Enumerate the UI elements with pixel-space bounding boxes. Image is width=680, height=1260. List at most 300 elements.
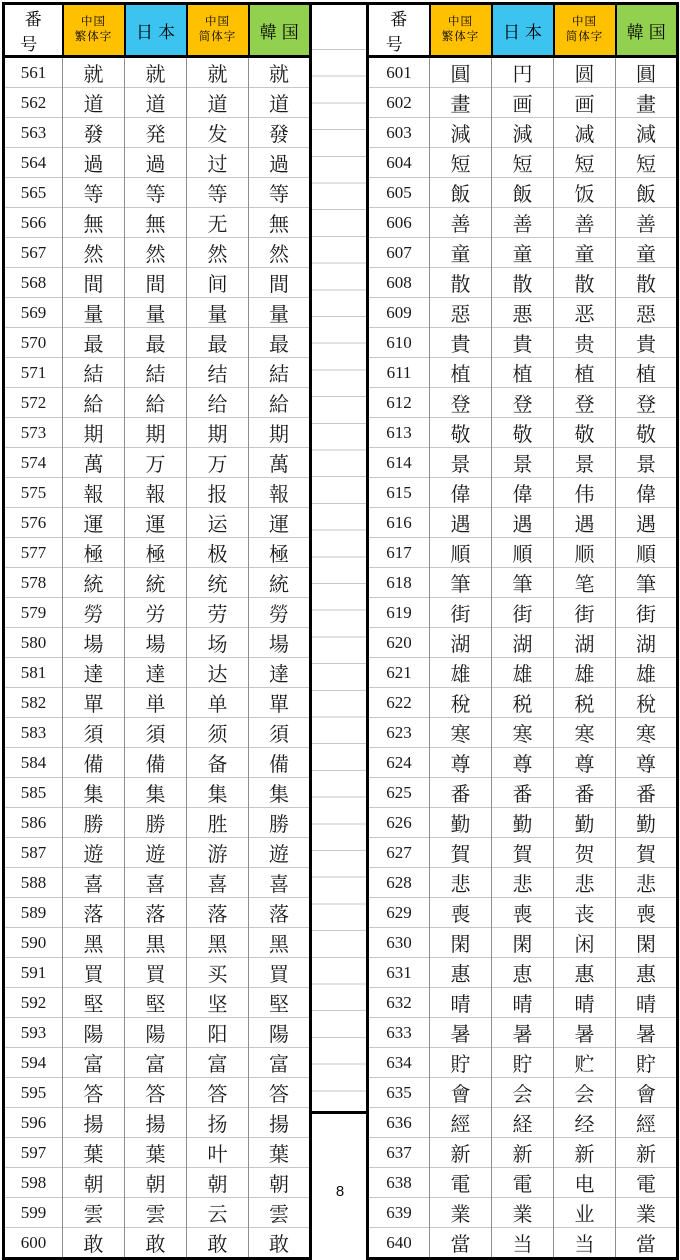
cell-simplified: 寒 xyxy=(554,718,616,748)
cell-simplified: 就 xyxy=(187,57,249,88)
table-row xyxy=(368,778,678,808)
cell-korean: 運 xyxy=(249,508,311,538)
cell-korean: 寒 xyxy=(616,718,678,748)
cell-korean: 當 xyxy=(616,1228,678,1259)
kanji-table-right xyxy=(366,2,679,1260)
cell-japanese: 万 xyxy=(125,448,187,478)
cell-traditional: 黑 xyxy=(63,928,125,958)
table-row xyxy=(368,868,678,898)
header-cell-korea: 韓国 xyxy=(249,4,311,57)
cell-japanese: 晴 xyxy=(492,988,554,1018)
table-row xyxy=(368,988,678,1018)
table-row xyxy=(4,418,311,448)
table-row xyxy=(4,508,311,538)
cell-number: 567 xyxy=(4,238,63,268)
cell-traditional: 極 xyxy=(63,538,125,568)
cell-traditional: 運 xyxy=(63,508,125,538)
table-row xyxy=(4,568,311,598)
cell-simplified: 减 xyxy=(554,118,616,148)
gridlines xyxy=(312,49,366,1111)
cell-traditional: 萬 xyxy=(63,448,125,478)
cell-number: 624 xyxy=(368,748,430,778)
table-row xyxy=(368,658,678,688)
table-row xyxy=(368,388,678,418)
cell-korean: 發 xyxy=(249,118,311,148)
table-row xyxy=(4,628,311,658)
cell-traditional: 筆 xyxy=(430,568,492,598)
cell-traditional: 當 xyxy=(430,1228,492,1259)
tables-row xyxy=(2,2,679,1260)
table-row xyxy=(368,538,678,568)
cell-number: 595 xyxy=(4,1078,63,1108)
cell-korean: 賀 xyxy=(616,838,678,868)
table-row xyxy=(4,1198,311,1228)
cell-simplified: 遇 xyxy=(554,508,616,538)
cell-japanese: 達 xyxy=(125,658,187,688)
cell-simplified: 税 xyxy=(554,688,616,718)
cell-korean: 敢 xyxy=(249,1228,311,1259)
header-cell-china-traditional xyxy=(430,4,492,57)
cell-korean: 雲 xyxy=(249,1198,311,1228)
table-row xyxy=(368,748,678,778)
cell-traditional: 業 xyxy=(430,1198,492,1228)
cell-japanese: 貴 xyxy=(492,328,554,358)
cell-traditional: 遊 xyxy=(63,838,125,868)
cell-number: 598 xyxy=(4,1168,63,1198)
cell-korean: 萬 xyxy=(249,448,311,478)
cell-korean: 會 xyxy=(616,1078,678,1108)
cell-traditional: 等 xyxy=(63,178,125,208)
table-row xyxy=(4,478,311,508)
cell-japanese: 恵 xyxy=(492,958,554,988)
cell-japanese: 給 xyxy=(125,388,187,418)
table-row xyxy=(4,178,311,208)
cell-number: 637 xyxy=(368,1138,430,1168)
cell-traditional: 暑 xyxy=(430,1018,492,1048)
cell-number: 575 xyxy=(4,478,63,508)
cell-number: 589 xyxy=(4,898,63,928)
cell-simplified: 间 xyxy=(187,268,249,298)
header-label-line: 中国 xyxy=(81,16,106,29)
table-row xyxy=(368,328,678,358)
cell-traditional: 量 xyxy=(63,298,125,328)
cell-simplified: 景 xyxy=(554,448,616,478)
cell-traditional: 登 xyxy=(430,388,492,418)
table-row xyxy=(368,898,678,928)
cell-japanese: 買 xyxy=(125,958,187,988)
cell-japanese: 雄 xyxy=(492,658,554,688)
cell-simplified: 晴 xyxy=(554,988,616,1018)
cell-simplified: 朝 xyxy=(187,1168,249,1198)
cell-traditional: 街 xyxy=(430,598,492,628)
cell-japanese: 賀 xyxy=(492,838,554,868)
cell-korean: 惠 xyxy=(616,958,678,988)
cell-number: 639 xyxy=(368,1198,430,1228)
cell-traditional: 期 xyxy=(63,418,125,448)
cell-simplified: 会 xyxy=(554,1078,616,1108)
table-row xyxy=(368,418,678,448)
cell-traditional: 善 xyxy=(430,208,492,238)
cell-korean: 街 xyxy=(616,598,678,628)
cell-korean: 須 xyxy=(249,718,311,748)
cell-number: 596 xyxy=(4,1108,63,1138)
cell-number: 621 xyxy=(368,658,430,688)
cell-traditional: 就 xyxy=(63,57,125,88)
cell-number: 618 xyxy=(368,568,430,598)
header-label-line: 繁体字 xyxy=(441,31,480,43)
cell-traditional: 稅 xyxy=(430,688,492,718)
cell-number: 594 xyxy=(4,1048,63,1078)
cell-japanese: 最 xyxy=(125,328,187,358)
cell-simplified: 无 xyxy=(187,208,249,238)
cell-simplified: 道 xyxy=(187,88,249,118)
cell-simplified: 贵 xyxy=(554,328,616,358)
cell-japanese: 遇 xyxy=(492,508,554,538)
cell-simplified: 散 xyxy=(554,268,616,298)
cell-simplified: 街 xyxy=(554,598,616,628)
cell-number: 586 xyxy=(4,808,63,838)
header-cell-china-simplified xyxy=(187,4,249,57)
table-row xyxy=(368,718,678,748)
cell-number: 633 xyxy=(368,1018,430,1048)
cell-traditional: 短 xyxy=(430,148,492,178)
table-row xyxy=(368,478,678,508)
cell-korean: 就 xyxy=(249,57,311,88)
cell-simplified: 落 xyxy=(187,898,249,928)
cell-korean: 閑 xyxy=(616,928,678,958)
cell-korean: 勞 xyxy=(249,598,311,628)
kanji-table-left xyxy=(2,2,312,1260)
cell-traditional: 尊 xyxy=(430,748,492,778)
table-row xyxy=(368,238,678,268)
cell-korean: 備 xyxy=(249,748,311,778)
cell-traditional: 雄 xyxy=(430,658,492,688)
cell-traditional: 陽 xyxy=(63,1018,125,1048)
cell-number: 572 xyxy=(4,388,63,418)
table-row xyxy=(4,268,311,298)
cell-number: 606 xyxy=(368,208,430,238)
table-row xyxy=(368,568,678,598)
cell-traditional: 給 xyxy=(63,388,125,418)
cell-traditional: 揚 xyxy=(63,1108,125,1138)
cell-number: 593 xyxy=(4,1018,63,1048)
cell-japanese: 運 xyxy=(125,508,187,538)
cell-japanese: 揚 xyxy=(125,1108,187,1138)
cell-simplified: 期 xyxy=(187,418,249,448)
table-row xyxy=(368,148,678,178)
cell-simplified: 植 xyxy=(554,358,616,388)
cell-traditional: 葉 xyxy=(63,1138,125,1168)
cell-simplified: 暑 xyxy=(554,1018,616,1048)
cell-japanese: 閑 xyxy=(492,928,554,958)
cell-traditional: 過 xyxy=(63,148,125,178)
table-row xyxy=(368,928,678,958)
cell-simplified: 饭 xyxy=(554,178,616,208)
cell-simplified: 顺 xyxy=(554,538,616,568)
cell-korean: 雄 xyxy=(616,658,678,688)
cell-korean: 集 xyxy=(249,778,311,808)
cell-korean: 飯 xyxy=(616,178,678,208)
cell-korean: 場 xyxy=(249,628,311,658)
cell-korean: 散 xyxy=(616,268,678,298)
cell-japanese: 円 xyxy=(492,57,554,88)
cell-korean: 貯 xyxy=(616,1048,678,1078)
cell-korean: 葉 xyxy=(249,1138,311,1168)
cell-simplified: 达 xyxy=(187,658,249,688)
cell-traditional: 發 xyxy=(63,118,125,148)
cell-japanese: 飯 xyxy=(492,178,554,208)
cell-simplified: 云 xyxy=(187,1198,249,1228)
table-row xyxy=(368,1108,678,1138)
cell-korean: 結 xyxy=(249,358,311,388)
cell-traditional: 減 xyxy=(430,118,492,148)
cell-number: 602 xyxy=(368,88,430,118)
cell-traditional: 電 xyxy=(430,1168,492,1198)
table-row xyxy=(4,388,311,418)
cell-korean: 電 xyxy=(616,1168,678,1198)
cell-traditional: 間 xyxy=(63,268,125,298)
cell-japanese: 散 xyxy=(492,268,554,298)
cell-traditional: 統 xyxy=(63,568,125,598)
cell-simplified: 须 xyxy=(187,718,249,748)
table-row xyxy=(368,688,678,718)
cell-number: 576 xyxy=(4,508,63,538)
cell-number: 638 xyxy=(368,1168,430,1198)
cell-traditional: 雲 xyxy=(63,1198,125,1228)
header-label-line: 简体字 xyxy=(198,31,237,43)
cell-korean: 落 xyxy=(249,898,311,928)
cell-traditional: 番 xyxy=(430,778,492,808)
table-row xyxy=(4,238,311,268)
table-row xyxy=(368,1198,678,1228)
cell-japanese: 遊 xyxy=(125,838,187,868)
cell-simplified: 当 xyxy=(554,1228,616,1259)
page-number: 8 xyxy=(335,1183,345,1200)
cell-number: 612 xyxy=(368,388,430,418)
cell-japanese: 過 xyxy=(125,148,187,178)
cell-traditional: 寒 xyxy=(430,718,492,748)
cell-japanese: 湖 xyxy=(492,628,554,658)
cell-japanese: 植 xyxy=(492,358,554,388)
table-row xyxy=(4,1138,311,1168)
cell-number: 605 xyxy=(368,178,430,208)
cell-simplified: 贮 xyxy=(554,1048,616,1078)
cell-korean: 勝 xyxy=(249,808,311,838)
cell-traditional: 最 xyxy=(63,328,125,358)
cell-number: 584 xyxy=(4,748,63,778)
cell-traditional: 達 xyxy=(63,658,125,688)
table-row xyxy=(4,1228,311,1259)
cell-japanese: 登 xyxy=(492,388,554,418)
cell-number: 570 xyxy=(4,328,63,358)
cell-simplified: 最 xyxy=(187,328,249,358)
cell-simplified: 番 xyxy=(554,778,616,808)
cell-traditional: 敬 xyxy=(430,418,492,448)
cell-simplified: 运 xyxy=(187,508,249,538)
table-row xyxy=(4,988,311,1018)
cell-korean: 尊 xyxy=(616,748,678,778)
cell-korean: 晴 xyxy=(616,988,678,1018)
cell-number: 636 xyxy=(368,1108,430,1138)
table-row xyxy=(368,1228,678,1259)
cell-korean: 善 xyxy=(616,208,678,238)
cell-simplified: 场 xyxy=(187,628,249,658)
table-row xyxy=(368,598,678,628)
cell-simplified: 贺 xyxy=(554,838,616,868)
table-row xyxy=(368,118,678,148)
cell-simplified: 勤 xyxy=(554,808,616,838)
cell-japanese: 労 xyxy=(125,598,187,628)
cell-korean: 堅 xyxy=(249,988,311,1018)
cell-traditional: 會 xyxy=(430,1078,492,1108)
cell-simplified: 伟 xyxy=(554,478,616,508)
cell-korean: 暑 xyxy=(616,1018,678,1048)
cell-number: 590 xyxy=(4,928,63,958)
cell-simplified: 发 xyxy=(187,118,249,148)
cell-simplified: 结 xyxy=(187,358,249,388)
cell-simplified: 过 xyxy=(187,148,249,178)
cell-korean: 報 xyxy=(249,478,311,508)
cell-number: 571 xyxy=(4,358,63,388)
cell-simplified: 备 xyxy=(187,748,249,778)
cell-simplified: 经 xyxy=(554,1108,616,1138)
cell-korean: 登 xyxy=(616,388,678,418)
cell-traditional: 道 xyxy=(63,88,125,118)
table-row xyxy=(4,1048,311,1078)
cell-traditional: 貴 xyxy=(430,328,492,358)
cell-korean: 黑 xyxy=(249,928,311,958)
table-row xyxy=(4,688,311,718)
cell-japanese: 偉 xyxy=(492,478,554,508)
cell-korean: 答 xyxy=(249,1078,311,1108)
cell-japanese: 黒 xyxy=(125,928,187,958)
cell-japanese: 敢 xyxy=(125,1228,187,1259)
cell-korean: 過 xyxy=(249,148,311,178)
cell-japanese: 電 xyxy=(492,1168,554,1198)
cell-traditional: 晴 xyxy=(430,988,492,1018)
header-cell-china-traditional xyxy=(63,4,125,57)
cell-number: 569 xyxy=(4,298,63,328)
cell-japanese: 善 xyxy=(492,208,554,238)
cell-traditional: 結 xyxy=(63,358,125,388)
cell-traditional: 落 xyxy=(63,898,125,928)
cell-number: 599 xyxy=(4,1198,63,1228)
cell-number: 573 xyxy=(4,418,63,448)
cell-simplified: 尊 xyxy=(554,748,616,778)
cell-traditional: 富 xyxy=(63,1048,125,1078)
table-row xyxy=(4,778,311,808)
cell-korean: 勤 xyxy=(616,808,678,838)
cell-japanese: 経 xyxy=(492,1108,554,1138)
cell-korean: 期 xyxy=(249,418,311,448)
cell-number: 619 xyxy=(368,598,430,628)
cell-japanese: 単 xyxy=(125,688,187,718)
cell-number: 626 xyxy=(368,808,430,838)
cell-simplified: 万 xyxy=(187,448,249,478)
cell-traditional: 堅 xyxy=(63,988,125,1018)
cell-number: 631 xyxy=(368,958,430,988)
header-cell-japan: 日本 xyxy=(492,4,554,57)
table-row xyxy=(368,298,678,328)
cell-japanese: 勤 xyxy=(492,808,554,838)
cell-traditional: 備 xyxy=(63,748,125,778)
cell-simplified: 扬 xyxy=(187,1108,249,1138)
cell-japanese: 発 xyxy=(125,118,187,148)
cell-japanese: 極 xyxy=(125,538,187,568)
cell-number: 616 xyxy=(368,508,430,538)
cell-korean: 植 xyxy=(616,358,678,388)
cell-traditional: 勤 xyxy=(430,808,492,838)
cell-japanese: 間 xyxy=(125,268,187,298)
cell-korean: 新 xyxy=(616,1138,678,1168)
cell-simplified: 湖 xyxy=(554,628,616,658)
cell-simplified: 富 xyxy=(187,1048,249,1078)
cell-korean: 遊 xyxy=(249,838,311,868)
cell-japanese: 悪 xyxy=(492,298,554,328)
cell-traditional: 買 xyxy=(63,958,125,988)
cell-simplified: 笔 xyxy=(554,568,616,598)
cell-simplified: 量 xyxy=(187,298,249,328)
table-row xyxy=(4,88,311,118)
table-row xyxy=(368,628,678,658)
cell-simplified: 给 xyxy=(187,388,249,418)
cell-traditional: 無 xyxy=(63,208,125,238)
cell-korean: 陽 xyxy=(249,1018,311,1048)
cell-traditional: 圓 xyxy=(430,57,492,88)
cell-japanese: 期 xyxy=(125,418,187,448)
cell-korean: 喪 xyxy=(616,898,678,928)
cell-japanese: 減 xyxy=(492,118,554,148)
cell-number: 620 xyxy=(368,628,430,658)
header-row xyxy=(368,4,678,57)
cell-simplified: 叶 xyxy=(187,1138,249,1168)
cell-traditional: 新 xyxy=(430,1138,492,1168)
cell-simplified: 胜 xyxy=(187,808,249,838)
table-row xyxy=(368,448,678,478)
table-row xyxy=(368,57,678,88)
cell-simplified: 短 xyxy=(554,148,616,178)
cell-number: 582 xyxy=(4,688,63,718)
cell-korean: 短 xyxy=(616,148,678,178)
table-row xyxy=(4,748,311,778)
header-label-line: 中国 xyxy=(448,16,473,29)
table-row xyxy=(4,958,311,988)
cell-simplified: 电 xyxy=(554,1168,616,1198)
cell-traditional: 遇 xyxy=(430,508,492,538)
header-label-line: 中国 xyxy=(572,16,597,29)
table-row xyxy=(4,1078,311,1108)
cell-traditional: 悲 xyxy=(430,868,492,898)
cell-simplified: 坚 xyxy=(187,988,249,1018)
cell-japanese: 番 xyxy=(492,778,554,808)
table-row xyxy=(368,178,678,208)
cell-number: 568 xyxy=(4,268,63,298)
table-row xyxy=(368,1018,678,1048)
cell-korean: 統 xyxy=(249,568,311,598)
cell-japanese: 無 xyxy=(125,208,187,238)
cell-korean: 景 xyxy=(616,448,678,478)
table-row xyxy=(368,808,678,838)
cell-traditional: 須 xyxy=(63,718,125,748)
table-row xyxy=(4,808,311,838)
cell-number: 580 xyxy=(4,628,63,658)
table-row xyxy=(368,1048,678,1078)
cell-number: 592 xyxy=(4,988,63,1018)
header-cell-korea: 韓国 xyxy=(616,4,678,57)
cell-japanese: 勝 xyxy=(125,808,187,838)
table-row xyxy=(368,268,678,298)
cell-simplified: 报 xyxy=(187,478,249,508)
